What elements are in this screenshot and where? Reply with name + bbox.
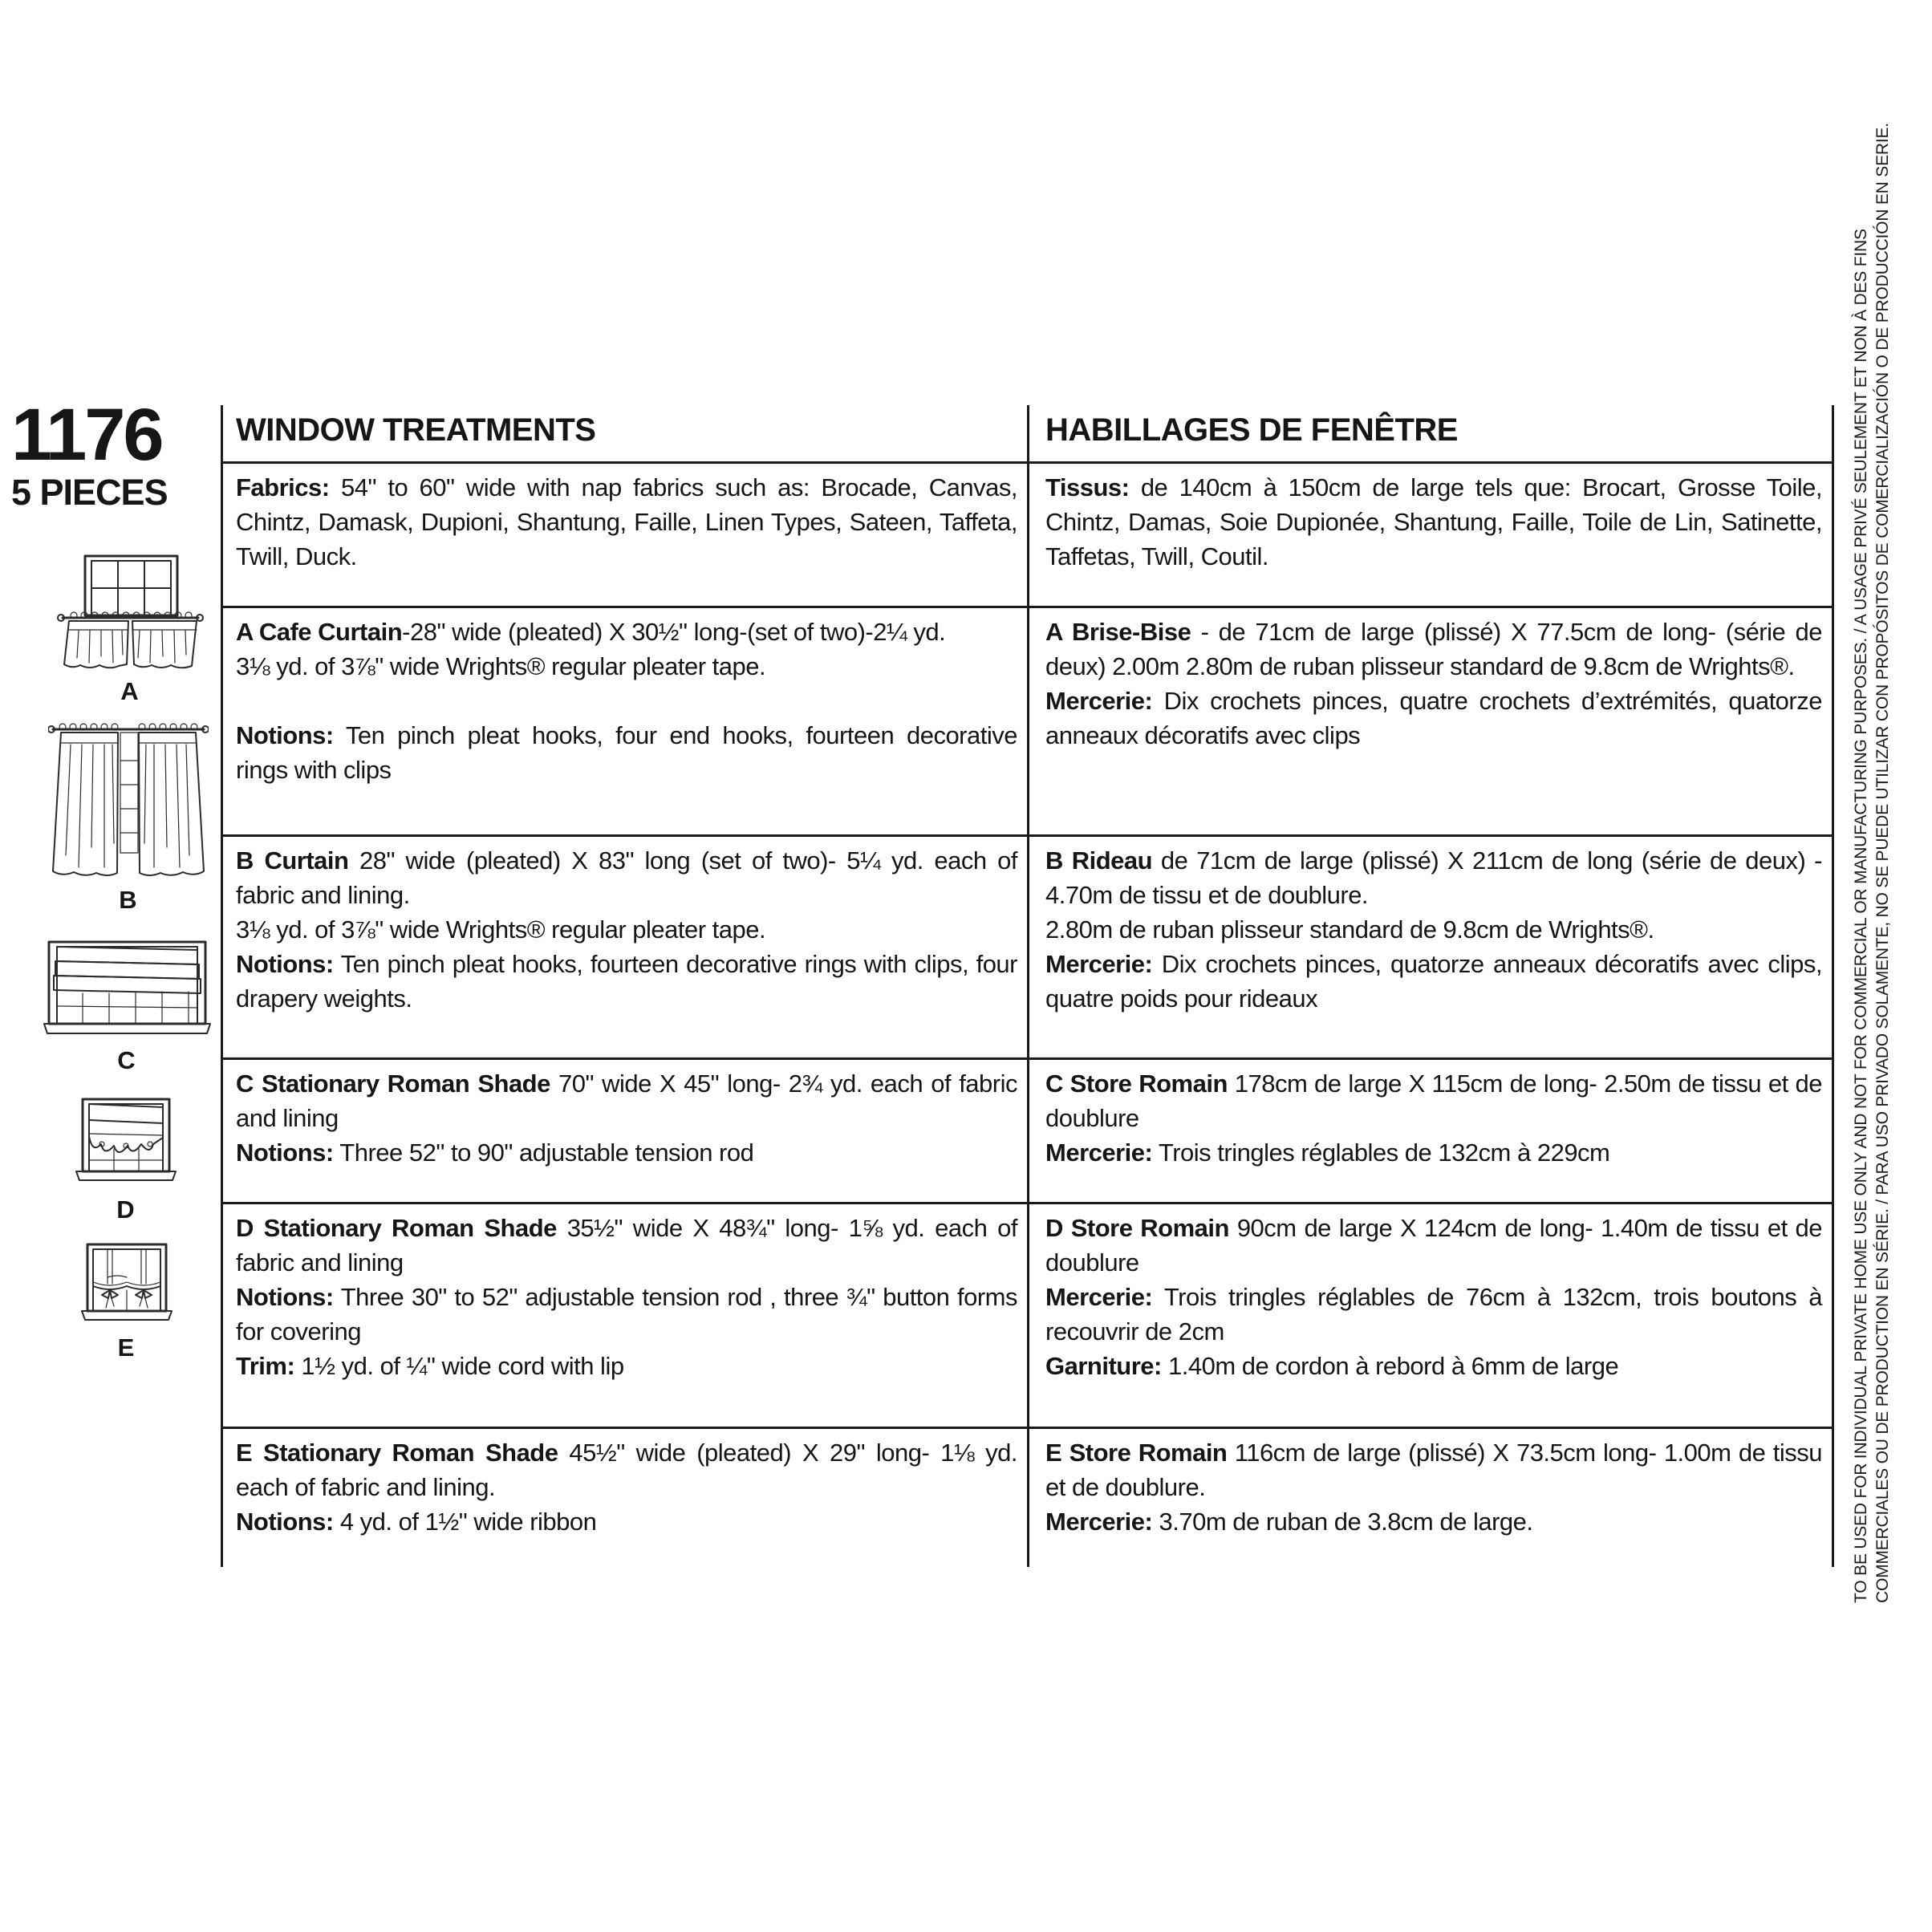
figure-d	[66, 1098, 186, 1224]
figure-c	[39, 940, 215, 1075]
en-view-c-cell	[223, 1057, 1027, 1202]
fr-view-c-cell	[1027, 1057, 1832, 1202]
en-title: WINDOW TREATMENTS	[236, 412, 596, 448]
fr-view-a-cell	[1027, 606, 1832, 834]
en-view-b-dims: B Curtain 28" wide (pleated) X 83" long (set of two)- 5¼ yd. each of fabric and lining. 3⅛ yd. of 3⅞" wide Wrights® regular pleater tape.	[236, 846, 1017, 944]
fr-view-d-trim: Garniture: 1.40m de cordon à rebord à 6mm de large	[1045, 1352, 1619, 1380]
fr-view-a-dims: A Brise-Bise - de 71cm de large (plissé) X 77.5cm de long- (série de deux) 2.00m 2.80m de ruban plisseur standard de 9.8cm de Wrights®.	[1045, 618, 1822, 680]
fr-view-d-notions: Mercerie: Trois tringles réglables de 76cm à 132cm, trois boutons à recouvrir de 2cm	[1045, 1283, 1822, 1346]
scalloped-shade-illustration	[70, 1098, 182, 1191]
pattern-number: 1176	[11, 394, 162, 476]
en-view-a-cell	[223, 606, 1027, 834]
figure-d-label: D	[116, 1195, 136, 1224]
en-view-b-cell	[223, 834, 1027, 1057]
fr-view-e-notions: Mercerie: 3.70m de ruban de 3.8cm de large.	[1045, 1508, 1533, 1536]
en-view-c-dims: C Stationary Roman Shade 70" wide X 45" long- 2¾ yd. each of fabric and lining	[236, 1070, 1018, 1132]
figure-a	[50, 554, 210, 706]
en-view-e-notions: Notions: 4 yd. of 1½" wide ribbon	[236, 1508, 597, 1536]
description-table	[221, 405, 1834, 1567]
fr-view-a-notions: Mercerie: Dix crochets pinces, quatre crochets d’extrémités, quatorze anneaux décoratifs avec clips	[1045, 687, 1822, 749]
en-view-d-notions: Notions: Three 30" to 52" adjustable tension rod , three ¾" button forms for covering	[236, 1283, 1017, 1346]
fr-view-d-cell	[1027, 1202, 1832, 1427]
fr-fabrics-label: Tissus:	[1045, 473, 1130, 501]
en-fabrics-label: Fabrics:	[236, 473, 330, 501]
pattern-id-block	[11, 394, 212, 513]
fr-view-b-dims: B Rideau de 71cm de large (plissé) X 211cm de long (série de deux) - 4.70m de tissu et de doublure. 2.80m de ruban plisseur standard de 9.8cm de Wrights®.	[1045, 846, 1822, 944]
legal-notice	[1850, 123, 1898, 1603]
en-fabrics-text: Fabrics: 54" to 60" wide with nap fabrics such as: Brocade, Canvas, Chintz, Damask, Dupioni, Shantung, Faille, Linen Types, Sateen, Taffeta, Twill, Duck.	[236, 473, 1017, 570]
en-view-d-cell	[223, 1202, 1027, 1427]
fr-header-cell	[1027, 405, 1832, 461]
en-view-d-dims: D Stationary Roman Shade 35½" wide X 48¾" long- 1⅝ yd. each of fabric and lining	[236, 1214, 1017, 1276]
figure-a-label: A	[120, 677, 140, 705]
en-header-cell	[223, 405, 1027, 461]
figure-b-label: B	[119, 886, 138, 914]
ribbon-shade-illustration	[75, 1242, 178, 1329]
fr-view-c-dims: C Store Romain 178cm de large X 115cm de long- 2.50m de tissu et de doublure	[1045, 1070, 1822, 1132]
en-view-b-notions: Notions: Ten pinch pleat hooks, fourteen decorative rings with clips, four drapery weights.	[236, 950, 1017, 1013]
en-view-c-notions: Notions: Three 52" to 90" adjustable tension rod	[236, 1138, 754, 1167]
en-fabrics-cell	[223, 461, 1027, 606]
en-view-e-dims: E Stationary Roman Shade 45½" wide (pleated) X 29" long- 1⅛ yd. each of fabric and lining.	[236, 1439, 1017, 1501]
fr-view-c-notions: Mercerie: Trois tringles réglables de 132cm à 229cm	[1045, 1138, 1610, 1167]
figure-e	[72, 1242, 181, 1362]
fr-fabrics-cell	[1027, 461, 1832, 606]
fr-view-d-dims: D Store Romain 90cm de large X 124cm de long- 1.40m de tissu et de doublure	[1045, 1214, 1823, 1276]
legal-notice-line-1: TO BE USED FOR INDIVIDUAL PRIVATE HOME USE ONLY AND NOT FOR COMMERCIAL OR MANUFACTURING PURPOSES. / A USAGE PRIVÉ SEULEMENT ET NON À DES FINS	[1852, 229, 1870, 1603]
curtain-illustration	[48, 719, 209, 881]
en-view-e-cell	[223, 1427, 1027, 1567]
figure-c-label: C	[117, 1046, 136, 1074]
fr-view-b-cell	[1027, 834, 1832, 1057]
fr-fabrics-text: Tissus: de 140cm à 150cm de large tels que: Brocart, Grosse Toile, Chintz, Damas, Soie Dupionée, Shantung, Faille, Toile de Lin, Satinette, Taffetas, Twill, Coutil.	[1045, 473, 1823, 570]
cafe-curtain-illustration	[56, 554, 205, 672]
legal-notice-line-2: COMMERCIALES OU DE PRODUCTION EN SÉRIE. / PARA USO PRIVADO SOLAMENTE, NO SE PUEDE UTILIZAR CON PROPÓSITOS DE COMERCIALIZACIÓN O DE PRODUCCIÓN EN SERIE.	[1873, 123, 1892, 1603]
pieces-count: 5 PIECES	[11, 472, 168, 513]
en-view-a-notions: Notions: Ten pinch pleat hooks, four end hooks, fourteen decorative rings with clips	[236, 721, 1017, 784]
en-view-a-dims: A Cafe Curtain-28" wide (pleated) X 30½" long-(set of two)-2¼ yd. 3⅛ yd. of 3⅞" wide Wrights® regular pleater tape.	[236, 618, 946, 680]
en-view-d-trim: Trim: 1½ yd. of ¼" wide cord with lip	[236, 1352, 624, 1380]
fr-view-b-notions: Mercerie: Dix crochets pinces, quatorze anneaux décoratifs avec clips, quatre poids pour rideaux	[1045, 950, 1822, 1013]
fr-title: HABILLAGES DE FENÊTRE	[1045, 412, 1458, 448]
roman-shade-illustration	[41, 940, 213, 1041]
figure-b	[44, 719, 213, 915]
figure-e-label: E	[117, 1333, 136, 1362]
fr-view-e-cell	[1027, 1427, 1832, 1567]
fr-view-e-dims: E Store Romain 116cm de large (plissé) X 73.5cm long- 1.00m de tissu et de doublure.	[1045, 1439, 1822, 1501]
